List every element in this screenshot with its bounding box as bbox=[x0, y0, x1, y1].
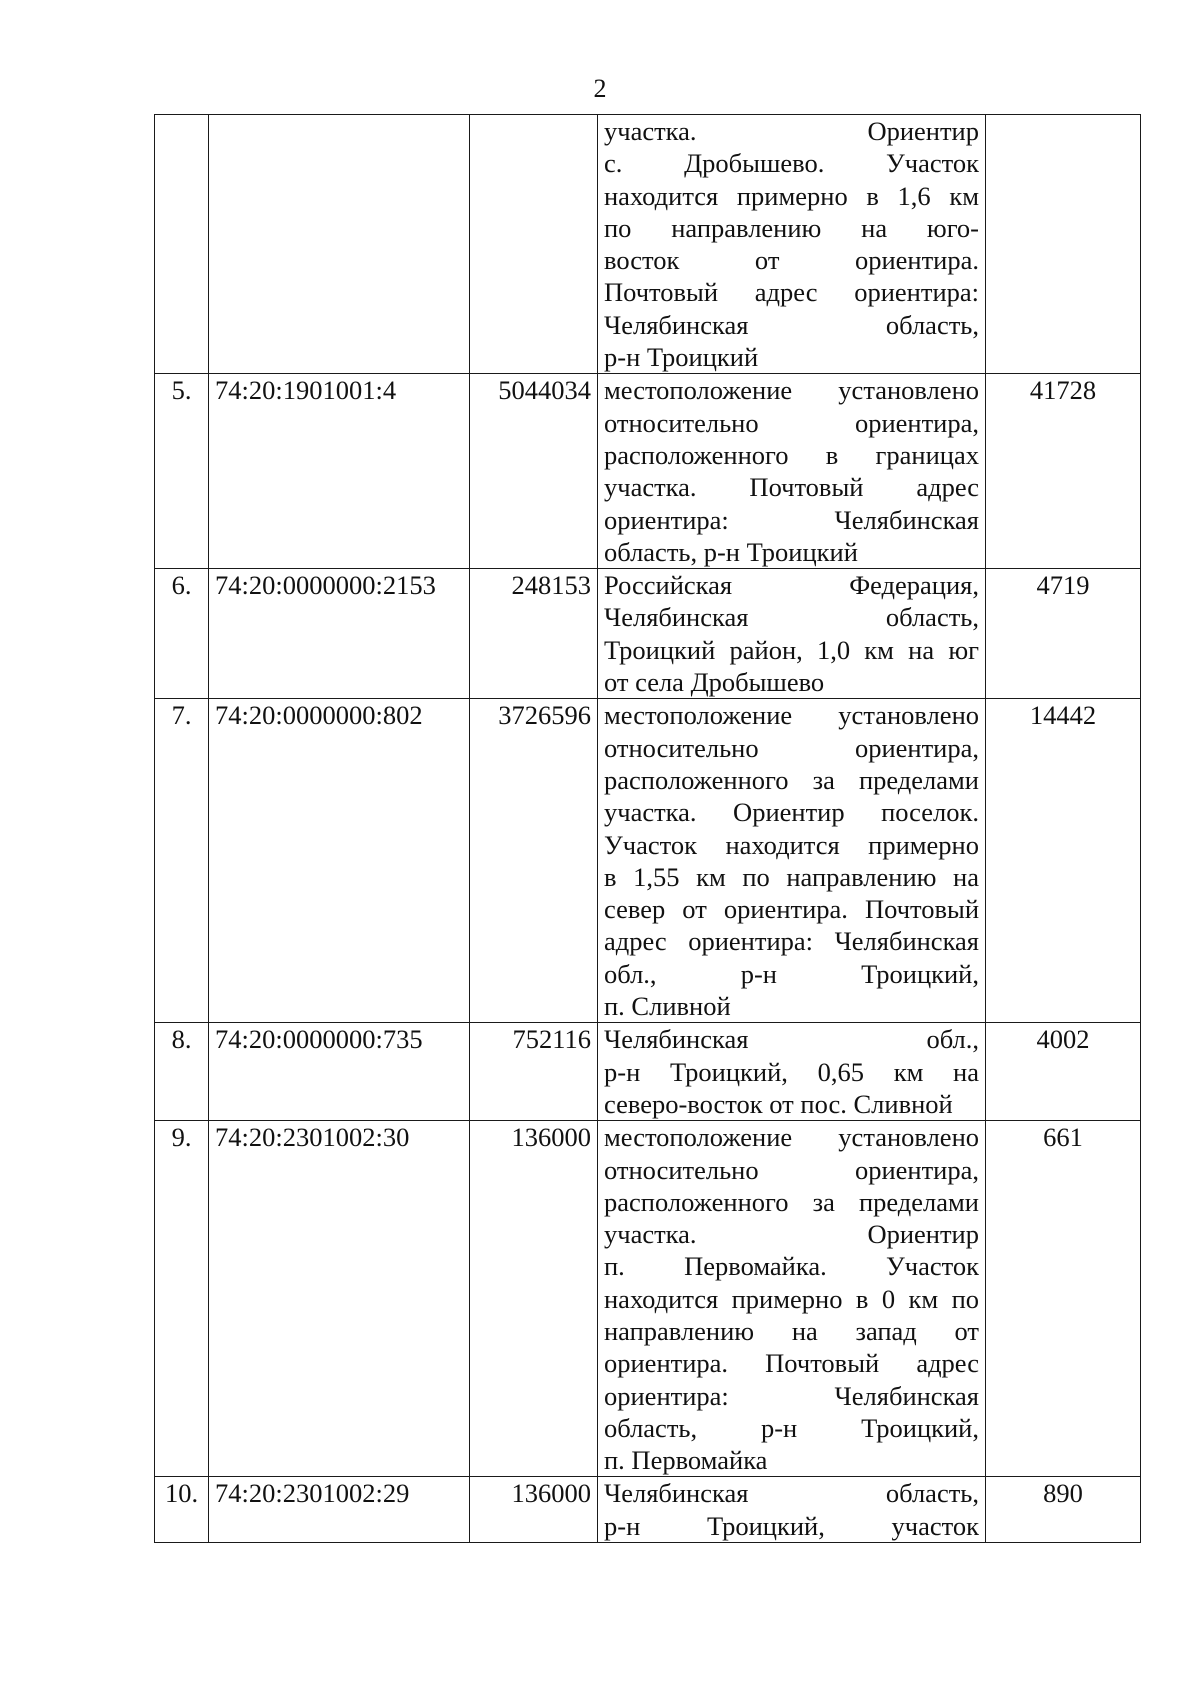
cadastral-number-cell: 74:20:0000000:2153 bbox=[209, 569, 470, 699]
location-cell bbox=[598, 115, 986, 374]
location-line: восток от ориентира. bbox=[604, 245, 979, 276]
location-cell bbox=[598, 569, 986, 699]
location-line: находится примерно в 1,6 км bbox=[604, 180, 979, 211]
area-cell bbox=[470, 115, 598, 374]
location-line: северо-восток от пос. Сливной bbox=[604, 1088, 953, 1119]
row-number-cell bbox=[155, 115, 209, 374]
location-line: обл., р-н Троицкий, bbox=[604, 958, 979, 989]
table-row bbox=[155, 1477, 1141, 1543]
land-plots-table bbox=[154, 114, 1141, 1543]
table-row bbox=[155, 1121, 1141, 1477]
location-cell bbox=[598, 1121, 986, 1477]
location-cell bbox=[598, 699, 986, 1023]
location-line: Челябинская область, bbox=[604, 1478, 979, 1509]
area-cell: 752116 bbox=[470, 1023, 598, 1121]
location-line: относительно ориентира, bbox=[604, 407, 979, 438]
location-cell bbox=[598, 1023, 986, 1121]
location-line: Российская Федерация, bbox=[604, 570, 979, 601]
cadastral-number-cell: 74:20:2301002:29 bbox=[209, 1477, 470, 1543]
location-line: Челябинская обл., bbox=[604, 1024, 979, 1055]
row-number-cell: 5. bbox=[155, 374, 209, 569]
location-line: по направлению на юго- bbox=[604, 212, 979, 243]
location-line: с. Дробышево. Участок bbox=[604, 148, 979, 179]
location-line: область, р-н Троицкий, bbox=[604, 1412, 979, 1443]
location-line: Участок находится примерно bbox=[604, 829, 979, 860]
cadastral-number-cell: 74:20:0000000:802 bbox=[209, 699, 470, 1023]
location-line: ориентира. Почтовый адрес bbox=[604, 1348, 979, 1379]
table-body bbox=[155, 115, 1141, 1543]
location-line: от села Дробышево bbox=[604, 667, 825, 698]
table-row bbox=[155, 115, 1141, 374]
row-number-cell: 7. bbox=[155, 699, 209, 1023]
location-line: Челябинская область, bbox=[604, 309, 979, 340]
area-cell: 3726596 bbox=[470, 699, 598, 1023]
location-line: в 1,55 км по направлению на bbox=[604, 861, 979, 892]
cadastral-number-cell bbox=[209, 115, 470, 374]
table-row bbox=[155, 569, 1141, 699]
cadastral-number-cell: 74:20:2301002:30 bbox=[209, 1121, 470, 1477]
location-line: адрес ориентира: Челябинская bbox=[604, 926, 979, 957]
page-number: 2 bbox=[593, 74, 607, 103]
row-number-cell: 9. bbox=[155, 1121, 209, 1477]
location-line: область, р-н Троицкий bbox=[604, 536, 858, 567]
value-cell: 14442 bbox=[986, 699, 1141, 1023]
cadastral-number-cell: 74:20:1901001:4 bbox=[209, 374, 470, 569]
location-line: п. Сливной bbox=[604, 991, 731, 1022]
location-line: р-н Троицкий, участок bbox=[604, 1510, 979, 1541]
location-cell bbox=[598, 1477, 986, 1543]
location-line: относительно ориентира, bbox=[604, 732, 979, 763]
location-line: расположенного за пределами bbox=[604, 1186, 979, 1217]
location-line: участка. Ориентир поселок. bbox=[604, 797, 979, 828]
value-cell: 890 bbox=[986, 1477, 1141, 1543]
area-cell: 136000 bbox=[470, 1121, 598, 1477]
location-cell bbox=[598, 374, 986, 569]
table-row bbox=[155, 699, 1141, 1023]
value-cell bbox=[986, 115, 1141, 374]
location-line: расположенного за пределами bbox=[604, 764, 979, 795]
location-line: местоположение установлено bbox=[604, 700, 979, 731]
location-line: Челябинская область, bbox=[604, 602, 979, 633]
row-number-cell: 10. bbox=[155, 1477, 209, 1543]
area-cell: 248153 bbox=[470, 569, 598, 699]
location-line: р-н Троицкий bbox=[604, 342, 759, 373]
location-line: местоположение установлено bbox=[604, 1122, 979, 1153]
location-line: север от ориентира. Почтовый bbox=[604, 894, 979, 925]
area-cell: 5044034 bbox=[470, 374, 598, 569]
value-cell: 4002 bbox=[986, 1023, 1141, 1121]
row-number-cell: 6. bbox=[155, 569, 209, 699]
cadastral-number-cell: 74:20:0000000:735 bbox=[209, 1023, 470, 1121]
location-line: относительно ориентира, bbox=[604, 1154, 979, 1185]
row-number-cell: 8. bbox=[155, 1023, 209, 1121]
location-line: находится примерно в 0 км по bbox=[604, 1283, 979, 1314]
location-line: р-н Троицкий, 0,65 км на bbox=[604, 1056, 979, 1087]
location-line: п. Первомайка bbox=[604, 1445, 768, 1476]
value-cell: 41728 bbox=[986, 374, 1141, 569]
table-row bbox=[155, 374, 1141, 569]
location-line: п. Первомайка. Участок bbox=[604, 1251, 979, 1282]
value-cell: 4719 bbox=[986, 569, 1141, 699]
area-cell: 136000 bbox=[470, 1477, 598, 1543]
location-line: расположенного в границах bbox=[604, 439, 979, 470]
location-line: ориентира: Челябинская bbox=[604, 504, 979, 535]
value-cell: 661 bbox=[986, 1121, 1141, 1477]
location-line: местоположение установлено bbox=[604, 375, 979, 406]
location-line: участка. Почтовый адрес bbox=[604, 472, 979, 503]
location-line: ориентира: Челябинская bbox=[604, 1380, 979, 1411]
table-row bbox=[155, 1023, 1141, 1121]
location-line: Почтовый адрес ориентира: bbox=[604, 277, 979, 308]
location-line: участка. Ориентир bbox=[604, 1219, 979, 1250]
location-line: Троицкий район, 1,0 км на юг bbox=[604, 634, 979, 665]
location-line: направлению на запад от bbox=[604, 1315, 979, 1346]
location-line: участка. Ориентир bbox=[604, 116, 979, 146]
